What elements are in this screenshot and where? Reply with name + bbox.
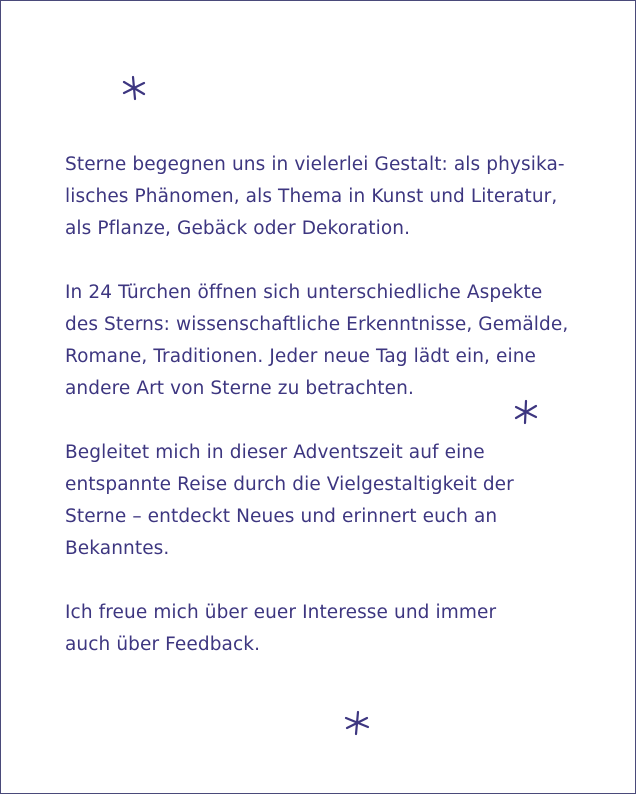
text-line: Bekanntes. bbox=[65, 538, 170, 559]
text-line: des Sterns: wissenschaftliche Erkenntnisse, Gemälde, bbox=[65, 314, 569, 335]
paragraph-intro bbox=[65, 149, 595, 245]
text-line: Ich freue mich über euer Interesse und immer bbox=[65, 602, 497, 623]
text-line: Sterne – entdeckt Neues und erinnert euch an bbox=[65, 506, 498, 527]
text-line: Romane, Traditionen. Jeder neue Tag lädt ein, eine bbox=[65, 346, 537, 367]
paragraph-advent-doors bbox=[65, 277, 595, 405]
text-line: lisches Phänomen, als Thema in Kunst und Literatur, bbox=[65, 186, 558, 207]
text-line: Sterne begegnen uns in vielerlei Gestalt: als physika- bbox=[65, 154, 565, 175]
text-line: als Pflanze, Gebäck oder Dekoration. bbox=[65, 218, 411, 239]
asterisk-star-icon bbox=[120, 74, 148, 102]
asterisk-star-icon bbox=[343, 709, 371, 737]
text-line: Begleitet mich in dieser Adventszeit auf eine bbox=[65, 442, 485, 463]
intro-text bbox=[65, 149, 595, 693]
paragraph-feedback bbox=[65, 597, 595, 661]
text-line: auch über Feedback. bbox=[65, 634, 261, 655]
text-line: andere Art von Sterne zu betrachten. bbox=[65, 378, 414, 399]
text-line: In 24 Türchen öffnen sich unterschiedliche Aspekte bbox=[65, 282, 543, 303]
text-line: entspannte Reise durch die Vielgestaltigkeit der bbox=[65, 474, 514, 495]
paragraph-journey bbox=[65, 437, 595, 565]
